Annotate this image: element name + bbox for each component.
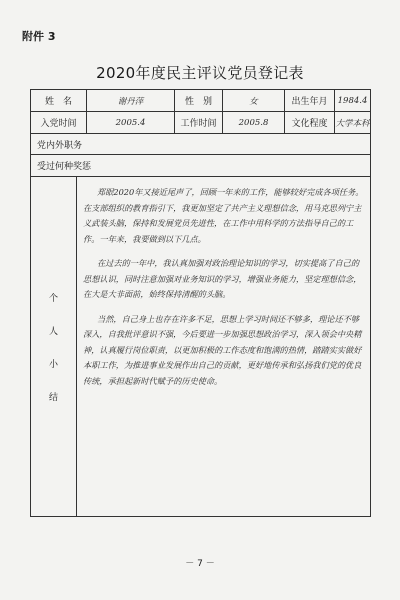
work-label: 工作时间 (175, 112, 223, 133)
summary-content (77, 177, 370, 516)
summary-label-char: 结 (48, 392, 58, 403)
join-value: 2005.4 (87, 112, 175, 133)
summary-paragraph: 当然，自己身上也存在许多不足，思想上学习时间还不够多，理论还不够深入，自我批评意识不强，今后要进一步加强思想政治学习，深入领会中央精神，认真履行岗位职责，以更加积极的工作态度和饱满的热情，踏踏实实做好本职工作，为推进事业发展作出自己的贡献，更好地传承和弘扬我们党的优良传统，承担起新时代赋予的历史使命。 (83, 313, 362, 386)
edu-label: 文化程度 (285, 112, 335, 133)
work-value: 2005.8 (223, 112, 285, 133)
name-value: 谢丹萍 (87, 90, 175, 111)
form-row-basic (31, 90, 370, 112)
gender-value: 女 (223, 90, 285, 111)
form-row-award (31, 155, 370, 177)
summary-paragraph: 郑眼2020年又接近尾声了，回顾一年来的工作，能够较好完成各项任务。在支部组织的教育指引下，我更加坚定了共产主义理想信念，用马克思列宁主义武装头脑，保持和发展党员先进性，在工作中用科学的方法指导自己的工作。一年来，我要做到以下几点。 (83, 187, 364, 244)
registration-form (30, 89, 371, 517)
form-row-dates (31, 112, 370, 134)
summary-label-char: 人 (48, 326, 58, 337)
form-title: 2020年度民主评议党员登记表 (96, 64, 304, 82)
edu-value: 大学本科 (335, 118, 370, 129)
summary-label-char: 小 (48, 359, 58, 370)
form-row-summary (31, 177, 370, 516)
summary-label-char: 个 (48, 293, 58, 304)
award-label: 受过何种奖惩 (37, 162, 92, 172)
post-label: 党内外职务 (37, 140, 83, 151)
page-number: － 7 － (185, 559, 215, 569)
birth-value: 1984.4 (337, 95, 368, 106)
summary-paragraph: 在过去的一年中，我认真加强对政治理论知识的学习，切实提高了自己的思想认识，同时注意加强对业务知识的学习，增强业务能力，坚定理想信念，在大是大非面前，始终保持清醒的头脑。 (83, 258, 362, 299)
name-label: 姓 名 (31, 90, 87, 111)
attachment-label: 附件 3 (22, 30, 56, 43)
summary-label (31, 177, 77, 516)
gender-label: 性 别 (175, 90, 223, 111)
form-row-post (31, 134, 370, 155)
join-label: 入党时间 (31, 112, 87, 133)
birth-label: 出生年月 (285, 90, 335, 111)
